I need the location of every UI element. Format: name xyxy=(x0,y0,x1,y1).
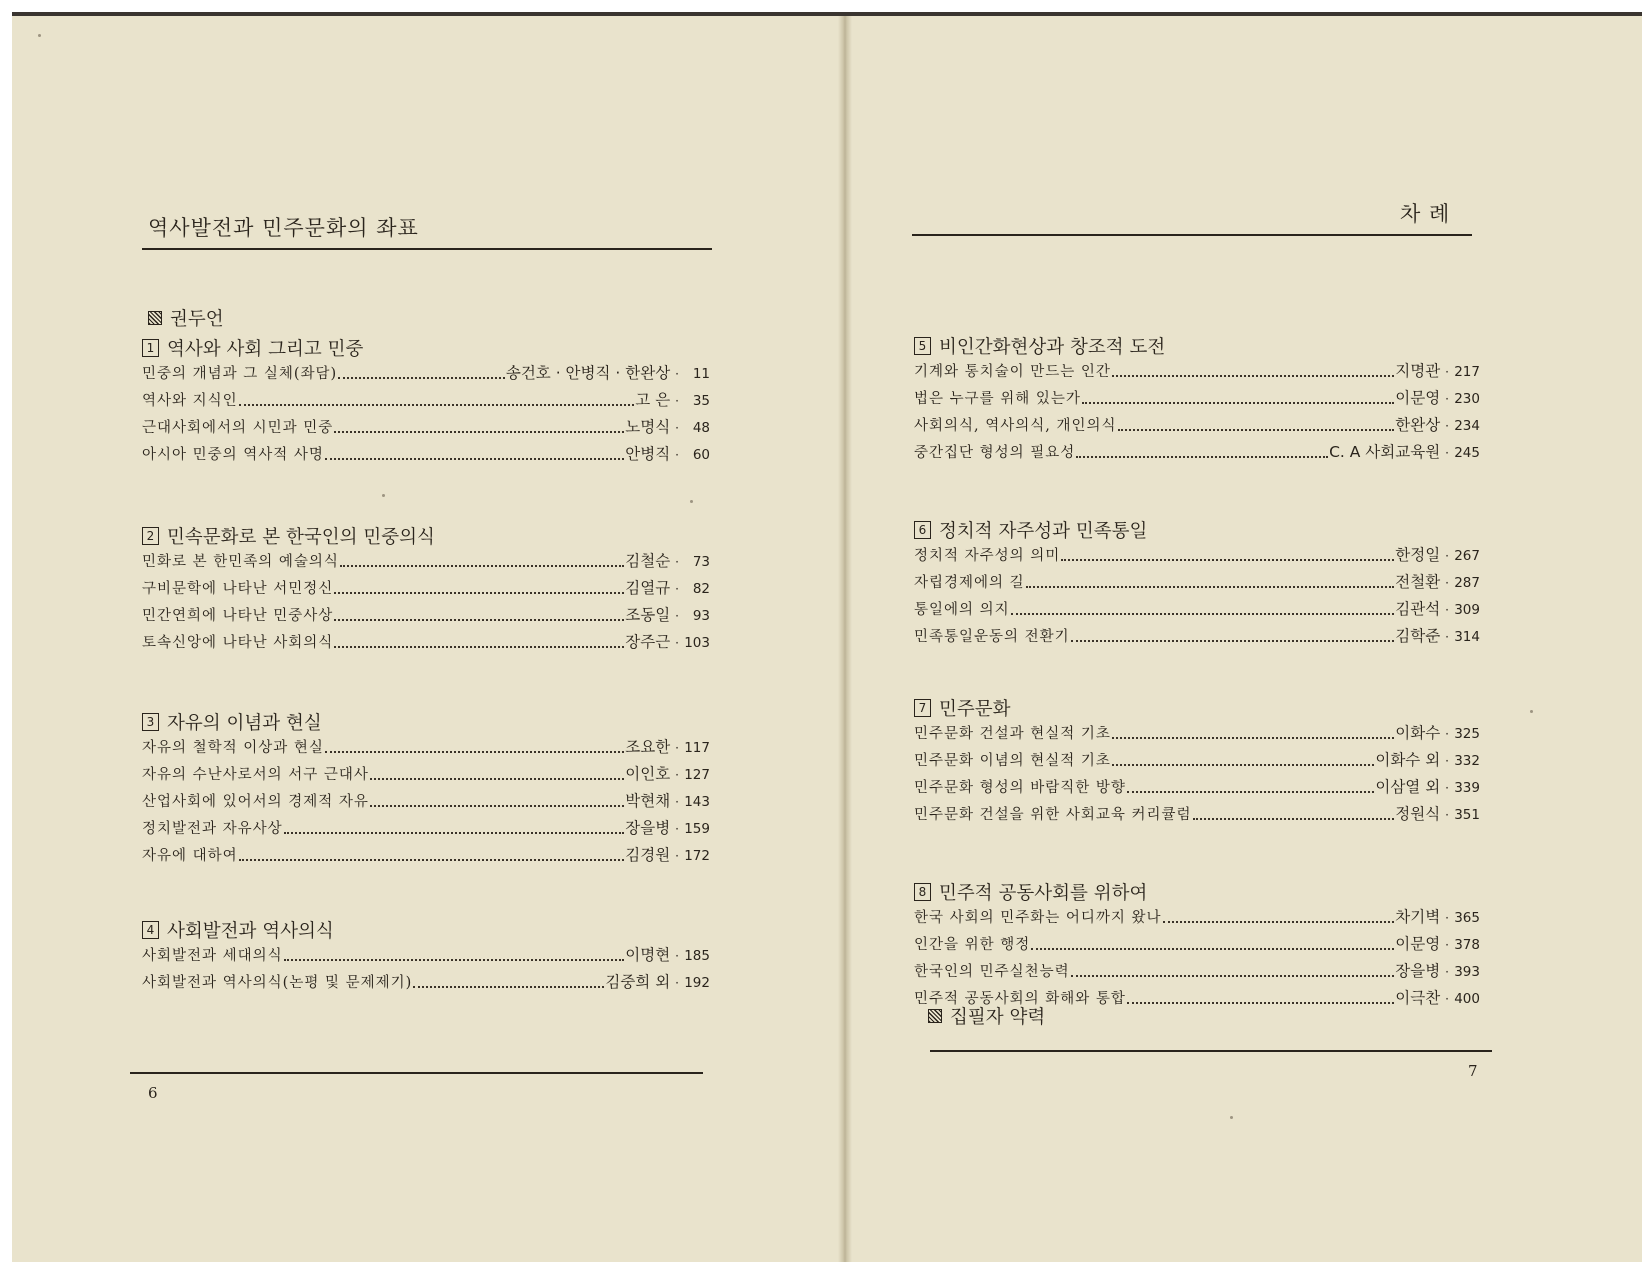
right-page xyxy=(852,16,1642,1262)
entry-author: 장을병 xyxy=(1395,962,1441,980)
entry-title: 민간연희에 나타난 민중사상 xyxy=(142,608,334,624)
entry-author: 이명현 xyxy=(625,946,671,964)
separator-dot: · xyxy=(675,367,679,381)
entry-title: 기계와 통치술이 만드는 인간 xyxy=(914,364,1111,380)
appendix-label: 집필자 약력 xyxy=(950,1006,1046,1028)
separator-dot: · xyxy=(1445,911,1449,925)
entry-page-number: 117 xyxy=(684,740,710,756)
separator-dot: · xyxy=(1445,549,1449,563)
dot-leader xyxy=(1071,975,1395,977)
separator-dot: · xyxy=(1445,603,1449,617)
entry-title: 한국인의 민주실천능력 xyxy=(914,964,1070,980)
dot-leader xyxy=(334,431,624,433)
toc-entry[interactable] xyxy=(914,440,1480,467)
separator-dot: · xyxy=(1445,446,1449,460)
separator-dot: · xyxy=(1445,576,1449,590)
toc-entry[interactable] xyxy=(914,413,1480,440)
entry-page-number: 143 xyxy=(684,794,710,810)
entry-title: 자유의 철학적 이상과 현실 xyxy=(142,740,324,756)
entry-page-number: 48 xyxy=(692,420,710,436)
top-rule xyxy=(142,248,712,250)
entry-page-number: 172 xyxy=(684,848,710,864)
toc-entry[interactable] xyxy=(142,361,710,388)
dot-leader xyxy=(284,832,625,834)
dot-leader xyxy=(340,565,624,567)
entry-title: 인간을 위한 행정 xyxy=(914,937,1031,953)
section-number: 7 xyxy=(914,699,931,717)
entry-title: 중간집단 형성의 필요성 xyxy=(914,445,1076,461)
toc-section xyxy=(914,516,1480,651)
separator-dot: · xyxy=(675,555,679,569)
separator-dot: · xyxy=(675,795,679,809)
paper-speck xyxy=(690,500,693,503)
entry-author: 송건호 · 안병직 · 한완상 xyxy=(505,364,671,382)
entry-page-number: 73 xyxy=(692,554,710,570)
entry-title: 정치적 자주성의 의미 xyxy=(914,548,1061,564)
dot-leader xyxy=(1163,921,1395,923)
separator-dot: · xyxy=(1445,781,1449,795)
entry-title: 민주적 공동사회의 화해와 통합 xyxy=(914,991,1126,1007)
dot-leader xyxy=(284,959,625,961)
entry-author: 장주근 xyxy=(625,633,671,651)
separator-dot: · xyxy=(1445,392,1449,406)
toc-section xyxy=(914,694,1480,829)
entry-page-number: 332 xyxy=(1454,753,1480,769)
entry-author: 이삼열 외 xyxy=(1375,778,1441,796)
entry-page-number: 127 xyxy=(684,767,710,783)
page-number: 7 xyxy=(1468,1062,1478,1080)
separator-dot: · xyxy=(1445,938,1449,952)
toc-entry[interactable] xyxy=(142,576,710,603)
entry-page-number: 267 xyxy=(1454,548,1480,564)
section-title: 민주문화 xyxy=(939,698,1011,720)
separator-dot: · xyxy=(675,394,679,408)
separator-dot: · xyxy=(1445,808,1449,822)
separator-dot: · xyxy=(675,582,679,596)
separator-dot: · xyxy=(1445,727,1449,741)
toc-entry[interactable] xyxy=(914,386,1480,413)
entry-title: 통일에의 의지 xyxy=(914,602,1010,618)
toc-entry[interactable] xyxy=(142,816,710,843)
section-heading xyxy=(142,522,710,549)
section-heading xyxy=(914,694,1480,721)
separator-dot: · xyxy=(1445,630,1449,644)
entry-author: 이문영 xyxy=(1395,935,1441,953)
entry-author: 이화수 xyxy=(1395,724,1441,742)
dot-leader xyxy=(239,859,625,861)
toc-entry[interactable] xyxy=(914,959,1480,986)
dot-leader xyxy=(1118,429,1395,431)
toc-entry[interactable] xyxy=(142,388,710,415)
toc-entry[interactable] xyxy=(914,597,1480,624)
entry-author: 이극찬 xyxy=(1395,989,1441,1007)
toc-entry[interactable] xyxy=(142,603,710,630)
preface-line xyxy=(148,304,708,331)
entry-title: 민주문화 형성의 바람직한 방향 xyxy=(914,780,1126,796)
toc-entry[interactable] xyxy=(914,721,1480,748)
section-number: 3 xyxy=(142,713,159,731)
entry-author: 김중희 외 xyxy=(605,973,671,991)
entry-page-number: 234 xyxy=(1454,418,1480,434)
entry-title: 자유에 대하여 xyxy=(142,848,238,864)
dot-leader xyxy=(1031,948,1394,950)
entry-page-number: 309 xyxy=(1454,602,1480,618)
toc-entry[interactable] xyxy=(142,735,710,762)
paper-speck xyxy=(38,34,41,37)
separator-dot: · xyxy=(675,976,679,990)
book-spread xyxy=(12,12,1642,1262)
section-title: 민속문화로 본 한국인의 민중의식 xyxy=(167,526,435,548)
toc-section xyxy=(914,332,1480,467)
separator-dot: · xyxy=(675,768,679,782)
toc-entry[interactable] xyxy=(914,905,1480,932)
toc-section xyxy=(142,916,710,997)
entry-author: 이문영 xyxy=(1395,389,1441,407)
entry-title: 사회발전과 세대의식 xyxy=(142,948,283,964)
section-number: 2 xyxy=(142,527,159,545)
toc-entry[interactable] xyxy=(142,943,710,970)
toc-entry[interactable] xyxy=(142,549,710,576)
paper-speck xyxy=(1530,710,1533,713)
entry-page-number: 159 xyxy=(684,821,710,837)
section-heading xyxy=(914,878,1480,905)
entry-page-number: 11 xyxy=(692,366,710,382)
top-rule xyxy=(912,234,1472,236)
page-number: 6 xyxy=(148,1084,158,1102)
entry-title: 구비문학에 나타난 서민정신 xyxy=(142,581,334,597)
dot-leader xyxy=(370,778,624,780)
entry-title: 근대사회에서의 시민과 민중 xyxy=(142,420,334,436)
entry-title: 자립경제에의 길 xyxy=(914,575,1025,591)
toc-section xyxy=(142,522,710,657)
entry-author: 김경원 xyxy=(625,846,671,864)
entry-page-number: 351 xyxy=(1454,807,1480,823)
entry-author: 차기벽 xyxy=(1395,908,1441,926)
dot-leader xyxy=(1112,737,1394,739)
separator-dot: · xyxy=(675,636,679,650)
entry-page-number: 339 xyxy=(1454,780,1480,796)
entry-title: 사회발전과 역사의식(논평 및 문제제기) xyxy=(142,975,413,991)
toc-entry[interactable] xyxy=(142,762,710,789)
dot-leader xyxy=(413,986,604,988)
toc-entry[interactable] xyxy=(914,624,1480,651)
entry-title: 법은 누구를 위해 있는가 xyxy=(914,391,1081,407)
dot-leader xyxy=(1193,818,1395,820)
toc-section xyxy=(914,878,1480,1013)
dot-leader xyxy=(334,592,624,594)
entry-page-number: 103 xyxy=(684,635,710,651)
toc-entry[interactable] xyxy=(142,970,710,997)
dot-leader xyxy=(1112,764,1374,766)
separator-dot: · xyxy=(675,609,679,623)
entry-author: 정원식 xyxy=(1395,805,1441,823)
entry-author: 한정일 xyxy=(1395,546,1441,564)
entry-page-number: 393 xyxy=(1454,964,1480,980)
entry-title: 토속신앙에 나타난 사회의식 xyxy=(142,635,334,651)
entry-author: 이인호 xyxy=(625,765,671,783)
section-title: 민주적 공동사회를 위하여 xyxy=(939,882,1148,904)
dot-leader xyxy=(1112,375,1394,377)
section-number: 8 xyxy=(914,883,931,901)
toc-entry[interactable] xyxy=(914,775,1480,802)
entry-title: 자유의 수난사로서의 서구 근대사 xyxy=(142,767,369,783)
entry-author: 김학준 xyxy=(1395,627,1441,645)
separator-dot: · xyxy=(675,849,679,863)
left-page xyxy=(12,16,838,1262)
entry-title: 아시아 민중의 역사적 사명 xyxy=(142,447,324,463)
toc-entry[interactable] xyxy=(914,359,1480,386)
entry-page-number: 245 xyxy=(1454,445,1480,461)
separator-dot: · xyxy=(675,741,679,755)
separator-dot: · xyxy=(1445,965,1449,979)
entry-title: 민주문화 건설을 위한 사회교육 커리큘럼 xyxy=(914,807,1192,823)
dot-leader xyxy=(1076,456,1328,458)
separator-dot: · xyxy=(675,421,679,435)
section-heading xyxy=(142,916,710,943)
dot-leader xyxy=(1011,613,1395,615)
entry-page-number: 314 xyxy=(1454,629,1480,645)
toc-entry[interactable] xyxy=(914,748,1480,775)
toc-entry[interactable] xyxy=(914,802,1480,829)
entry-author: 한완상 xyxy=(1395,416,1441,434)
toc-entry[interactable] xyxy=(142,442,710,469)
entry-title: 민주문화 건설과 현실적 기초 xyxy=(914,726,1111,742)
entry-title: 역사와 지식인 xyxy=(142,393,238,409)
entry-page-number: 185 xyxy=(684,948,710,964)
entry-page-number: 365 xyxy=(1454,910,1480,926)
dot-leader xyxy=(1061,559,1394,561)
section-number: 5 xyxy=(914,337,931,355)
entry-page-number: 60 xyxy=(692,447,710,463)
dot-leader xyxy=(370,805,624,807)
entry-page-number: 82 xyxy=(692,581,710,597)
toc-entry[interactable] xyxy=(914,932,1480,959)
entry-author: 조동일 xyxy=(625,606,671,624)
toc-entry[interactable] xyxy=(142,789,710,816)
section-title: 사회발전과 역사의식 xyxy=(167,920,334,942)
paper-speck xyxy=(382,494,385,497)
section-heading xyxy=(914,516,1480,543)
dot-leader xyxy=(334,646,624,648)
separator-dot: · xyxy=(1445,365,1449,379)
bottom-rule xyxy=(930,1050,1492,1052)
section-title: 역사와 사회 그리고 민중 xyxy=(167,338,364,360)
paper-speck xyxy=(1230,1116,1233,1119)
entry-title: 민화로 본 한민족의 예술의식 xyxy=(142,554,339,570)
entry-author: 김관석 xyxy=(1395,600,1441,618)
toc-section xyxy=(142,708,710,870)
entry-author: C. A 사회교육원 xyxy=(1329,443,1441,461)
entry-page-number: 230 xyxy=(1454,391,1480,407)
entry-author: 지명관 xyxy=(1395,362,1441,380)
entry-page-number: 192 xyxy=(684,975,710,991)
section-number: 4 xyxy=(142,921,159,939)
separator-dot: · xyxy=(1445,754,1449,768)
square-bullet-icon xyxy=(148,311,162,325)
section-title: 자유의 이념과 현실 xyxy=(167,712,322,734)
book-gutter xyxy=(838,16,852,1262)
dot-leader xyxy=(338,377,505,379)
section-number: 6 xyxy=(914,521,931,539)
entry-page-number: 287 xyxy=(1454,575,1480,591)
section-heading xyxy=(142,334,710,361)
entry-author: 고 은 xyxy=(635,391,671,409)
right-running-head: 차 례 xyxy=(1400,202,1451,226)
entry-page-number: 400 xyxy=(1454,991,1480,1007)
toc-section xyxy=(142,334,710,469)
left-running-head: 역사발전과 민주문화의 좌표 xyxy=(148,216,419,240)
entry-page-number: 93 xyxy=(692,608,710,624)
entry-title: 사회의식, 역사의식, 개인의식 xyxy=(914,418,1117,434)
separator-dot: · xyxy=(675,448,679,462)
entry-author: 전철환 xyxy=(1395,573,1441,591)
entry-author: 장을병 xyxy=(625,819,671,837)
entry-author: 박현채 xyxy=(625,792,671,810)
entry-author: 안병직 xyxy=(625,445,671,463)
toc-entry[interactable] xyxy=(142,415,710,442)
entry-author: 노명식 xyxy=(625,418,671,436)
entry-page-number: 217 xyxy=(1454,364,1480,380)
entry-page-number: 35 xyxy=(692,393,710,409)
dot-leader xyxy=(239,404,635,406)
section-title: 정치적 자주성과 민족통일 xyxy=(939,520,1148,542)
dot-leader xyxy=(325,458,624,460)
toc-entry[interactable] xyxy=(142,630,710,657)
toc-entry[interactable] xyxy=(914,543,1480,570)
dot-leader xyxy=(1127,791,1374,793)
square-bullet-icon xyxy=(928,1009,942,1023)
separator-dot: · xyxy=(1445,419,1449,433)
entry-author: 이화수 외 xyxy=(1375,751,1441,769)
toc-entry[interactable] xyxy=(914,570,1480,597)
dot-leader xyxy=(1071,640,1395,642)
section-title: 비인간화현상과 창조적 도전 xyxy=(939,336,1166,358)
entry-title: 산업사회에 있어서의 경제적 자유 xyxy=(142,794,369,810)
section-number: 1 xyxy=(142,339,159,357)
dot-leader xyxy=(1082,402,1394,404)
toc-entry[interactable] xyxy=(142,843,710,870)
preface-label: 권두언 xyxy=(170,308,224,330)
entry-title: 민중의 개념과 그 실체(좌담) xyxy=(142,366,338,382)
dot-leader xyxy=(1026,586,1395,588)
appendix-line xyxy=(928,1002,1488,1029)
entry-page-number: 325 xyxy=(1454,726,1480,742)
separator-dot: · xyxy=(675,822,679,836)
section-heading xyxy=(142,708,710,735)
dot-leader xyxy=(334,619,624,621)
entry-title: 한국 사회의 민주화는 어디까지 왔나 xyxy=(914,910,1162,926)
entry-title: 민족통일운동의 전환기 xyxy=(914,629,1070,645)
entry-author: 김열규 xyxy=(625,579,671,597)
entry-author: 김철순 xyxy=(625,552,671,570)
bottom-rule xyxy=(130,1072,703,1074)
entry-title: 정치발전과 자유사상 xyxy=(142,821,283,837)
entry-author: 조요한 xyxy=(625,738,671,756)
entry-title: 민주문화 이념의 현실적 기초 xyxy=(914,753,1111,769)
dot-leader xyxy=(325,751,624,753)
entry-page-number: 378 xyxy=(1454,937,1480,953)
separator-dot: · xyxy=(675,949,679,963)
section-heading xyxy=(914,332,1480,359)
separator-dot: · xyxy=(1445,992,1449,1006)
